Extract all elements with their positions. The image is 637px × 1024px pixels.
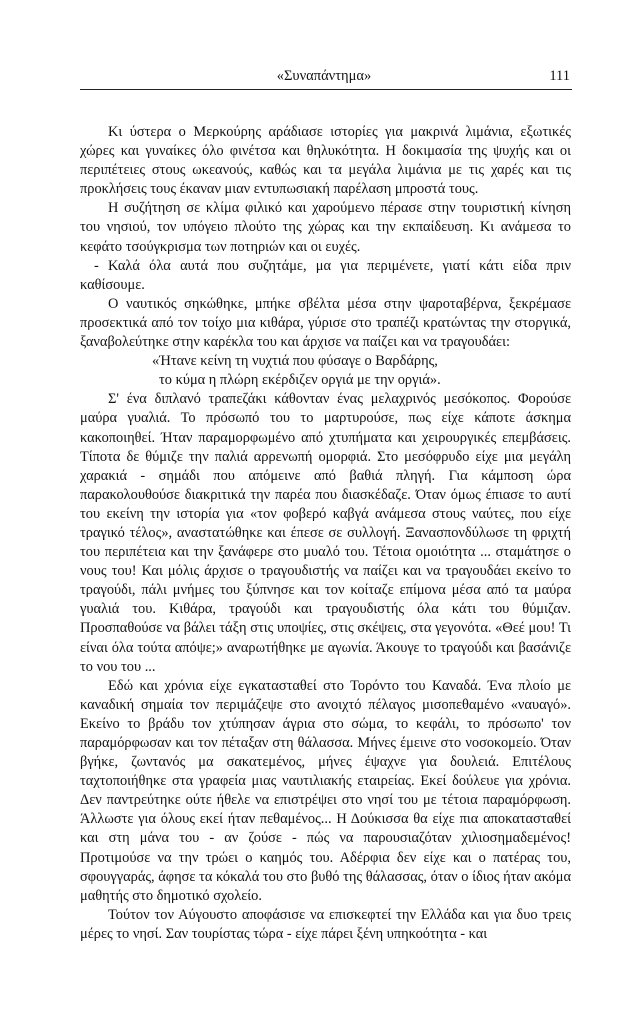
running-head (78, 66, 570, 86)
header-rule (80, 89, 572, 90)
verse-line-2: το κύμα η πλώρη εκέρδιζεν οργιά με την οργιά». (159, 372, 441, 389)
body-text (80, 123, 571, 944)
paragraph-conversation: Η συζήτηση σε κλίμα φιλικό και χαρούμενο πέρασε στην τουριστική κίνηση του νησιού, τον υπόγειο πλούτο της χώρας και την εκπαίδευση. Κι ανάμεσα το κεφάτο τσούγκρισμα των ποτηριών και οι ευχές. (80, 200, 571, 255)
paragraph-dialogue: - Καλά όλα αυτά που συζητάμε, μα για περιμένετε, γιατί κάτι είδα πριν καθίσουμε. (80, 257, 571, 293)
page-number: 111 (549, 68, 570, 84)
paragraph-guitar: Ο ναυτικός σηκώθηκε, μπήκε σβέλτα μέσα στην ψαροταβέρνα, ξεκρέμασε προσεκτικά από τον τοίχο μια κιθάρα, γύρισε στο τραπέζι κρατώντας την στοργικά, ξαναβολεύτηκε στην καρέκλα του και άρχισε να παίζει και να τραγουδάει: (80, 295, 571, 351)
paragraph-stranger: Σ' ένα διπλανό τραπεζάκι κάθονταν ένας μελαχρινός μεσόκοπος. Φορούσε μαύρα γυαλιά. Το πρόσωπό του το μαρτυρούσε, πως είχε κάποτε άσκημα κακοποιηθεί. Ήταν παραμορφωμένο από χτυπήματα και χειρουργικές επεμβάσεις. Τίποτα δε θύμιζε την παλιά αρρενωπή ομορφιά. Στο μεσόφρυδο είχε μια μεγάλη χαρακιά - σημάδι που απόμεινε από βαθιά πληγή. Για κάμποση ώρα παρακολουθούσε διακριτικά την παρέα που διασκέδαζε. Όταν όμως έπιασε το αυτί του εκείνη την ιστορία για «τον φοβερό καβγά ανάμεσα στους ναύτες, που είχε τραγικό τέλος», αναστατώθηκε και έπεσε σε συλλογή. Ξανασπονδύλωσε τη φριχτή του περιπέτεια και την ξανάφερε στο μυαλό του. Τέτοια ομοιότητα ... σταμάτησε ο νους του! Και μόλις άρχισε ο τραγουδιστής να παίζει και να τραγουδάει εκείνο το τραγούδι, πάλι μνήμες του ξύπνησε και τον κοίταζε επίμονα μέσα από τα μαύρα γυαλιά του. Κιθάρα, τραγούδι και τραγουδιστής όλα κάτι του θύμιζαν. Προσπαθούσε να βάλει τάξη στις υποψίες, στις σκέψεις, στα γεγονότα. «Θεέ μου! Τι είναι όλα τούτα απόψε;» αναρωτήθηκε με αγωνία. Άκουγε το τραγούδι και βασάνιζε το νου του ... (80, 391, 571, 675)
paragraph-toronto: Εδώ και χρόνια είχε εγκατασταθεί στο Τορόντο του Καναδά. Ένα πλοίο με καναδική σημαία τον περιμάζεψε στο ανοιχτό πέλαγος μισοπεθαμένο «ναυαγό». Εκείνο το βράδυ τον χτύπησαν άγρια στο σώμα, το κεφάλι, το πρόσωπο' τον παραμόρφωσαν και τον πέταξαν στη θάλασσα. Μήνες έμεινε στο νοσοκομείο. Όταν βγήκε, ζωντανός μα σακατεμένος, μήνες έψαχνε για δουλειά. Επιτέλους ταχτοποιήθηκε στα γραφεία μιας ναυτιλιακής εταιρείας. Εκεί δούλευε για χρόνια. Δεν παντρεύτηκε ούτε ήθελε να επιστρέψει στο νησί του με τέτοια παραμόρφωση. Άλλωστε για όλους εκεί ήταν πεθαμένος... Η Δούκισσα θα είχε πια αποκατασταθεί και στη μάνα του - αν ζούσε - πώς να παρουσιαζόταν χιλιοσημαδεμένος! Προτιμούσε να την τρώει ο καημός του. Αδέρφια δεν είχε και ο πατέρας του, σφουγγαράς, άφησε τα κόκαλά του στο βυθό της θάλασσας, όταν ο ίδιος ήταν ακόμα μαθητής στο δημοτικό σχολείο. (80, 677, 571, 904)
paragraph-august: Τούτον τον Αύγουστο αποφάσισε να επισκεφτεί την Ελλάδα και για δυο τρεις μέρες το νησί. Σαν τουρίστας τώρα - είχε πάρει ξένη υπηκοότητα - και (80, 906, 571, 942)
running-title: «Συναπάντημα» (276, 68, 372, 84)
verse-line-1: «Ήτανε κείνη τη νυχτιά που φύσαγε ο Βαρδάρης, (152, 353, 438, 370)
song-verse (80, 352, 571, 390)
paragraph-merkouris-stories: Κι ύστερα ο Μερκούρης αράδιασε ιστορίες για μακρινά λιμάνια, εξωτικές χώρες και γυναίκες όλο φινέτσα και θηλυκότητα. Η δοκιμασία της ψυχής και οι περιπέτειες στους ωκεανούς, καθώς και τα μεγάλα λιμάνια με τις χαρές και τις προκλήσεις τους έκαναν μιαν εντυπωσιακή παρέλαση μπροστά τους. (80, 124, 571, 198)
